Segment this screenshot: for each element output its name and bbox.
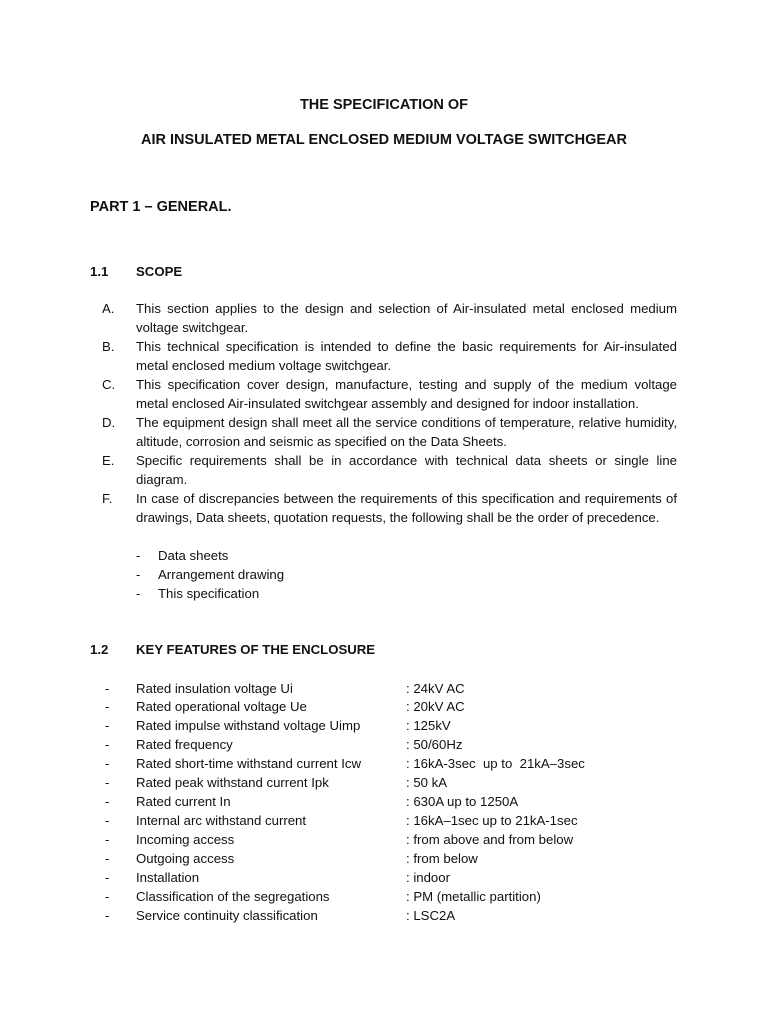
document-title-line2: AIR INSULATED METAL ENCLOSED MEDIUM VOLTAGE SWITCHGEAR: [140, 132, 627, 148]
feature-value: : 24kV AC: [406, 681, 465, 696]
feature-dash: -: [105, 851, 110, 866]
scope-item-e-letter: E.: [102, 453, 115, 468]
feature-label: Internal arc withstand current: [136, 813, 307, 828]
feature-dash: -: [105, 775, 110, 790]
feature-dash: -: [105, 813, 110, 828]
precedence-dash: -: [136, 567, 141, 582]
feature-value: : 16kA-3sec up to 21kA–3sec: [406, 756, 585, 771]
scope-item-f-text: In case of discrepancies between the requirements of this specification and requirements of drawings, Data sheets, quotation requests, the following shall be the order of precedence.: [136, 491, 677, 525]
feature-label: Service continuity classification: [136, 908, 318, 923]
section-1-1-heading: SCOPE: [136, 264, 183, 279]
feature-label: Rated frequency: [136, 737, 233, 752]
scope-item-c-letter: C.: [102, 377, 116, 392]
precedence-dash: -: [136, 548, 141, 563]
part1-heading: PART 1 – GENERAL.: [90, 199, 232, 215]
section-1-1-number: 1.1: [90, 264, 109, 279]
feature-value: : 20kV AC: [406, 699, 465, 714]
feature-dash: -: [105, 737, 110, 752]
scope-item-c-text: This specification cover design, manufacture, testing and supply of the medium voltage metal enclosed Air-insulated switchgear assembly and designed for indoor installation.: [136, 377, 677, 411]
feature-label: Rated operational voltage Ue: [136, 699, 307, 714]
feature-dash: -: [105, 699, 110, 714]
section-1-2-heading: KEY FEATURES OF THE ENCLOSURE: [136, 642, 376, 657]
feature-label: Rated impulse withstand voltage Uimp: [136, 718, 361, 733]
feature-label: Rated current In: [136, 794, 231, 809]
scope-item-a-letter: A.: [102, 301, 115, 316]
scope-item-b-text: This technical specification is intended to define the basic requirements for Air-insulated metal enclosed medium voltage switchgear.: [136, 339, 677, 373]
feature-dash: -: [105, 870, 110, 885]
feature-label: Outgoing access: [136, 851, 235, 866]
scope-item-b-letter: B.: [102, 339, 115, 354]
document-title-line1: THE SPECIFICATION OF: [299, 97, 469, 113]
scope-item-f-letter: F.: [102, 491, 113, 506]
feature-value: : indoor: [406, 870, 450, 885]
scope-item-e-text: Specific requirements shall be in accordance with technical data sheets or single line diagram.: [136, 453, 677, 487]
feature-dash: -: [105, 756, 110, 771]
feature-dash: -: [105, 889, 110, 904]
precedence-item: Arrangement drawing: [158, 567, 285, 582]
feature-label: Rated peak withstand current Ipk: [136, 775, 329, 790]
scope-item-d-letter: D.: [102, 415, 116, 430]
feature-value: : from below: [406, 851, 478, 866]
feature-value: : LSC2A: [406, 908, 456, 923]
feature-dash: -: [105, 832, 110, 847]
feature-value: : 50/60Hz: [406, 737, 463, 752]
scope-item-a-text: This section applies to the design and selection of Air-insulated metal enclosed medium voltage switchgear.: [136, 301, 677, 335]
feature-label: Installation: [136, 870, 200, 885]
section-1-2-number: 1.2: [90, 642, 109, 657]
feature-dash: -: [105, 794, 110, 809]
scope-item-d-text: The equipment design shall meet all the service conditions of temperature, relative humidity, altitude, corrosion and seismic as specified on the Data Sheets.: [136, 415, 677, 449]
feature-value: : 630A up to 1250A: [406, 794, 519, 809]
precedence-item: This specification: [158, 586, 260, 601]
feature-dash: -: [105, 681, 110, 696]
feature-value: : 125kV: [406, 718, 451, 733]
feature-value: : PM (metallic partition): [406, 889, 541, 904]
precedence-item: Data sheets: [158, 548, 229, 563]
feature-dash: -: [105, 908, 110, 923]
feature-label: Rated short-time withstand current Icw: [136, 756, 362, 771]
feature-dash: -: [105, 718, 110, 733]
feature-value: : from above and from below: [406, 832, 574, 847]
feature-value: : 16kA–1sec up to 21kA-1sec: [406, 813, 578, 828]
feature-value: : 50 kA: [406, 775, 448, 790]
feature-label: Classification of the segregations: [136, 889, 330, 904]
feature-label: Incoming access: [136, 832, 235, 847]
feature-label: Rated insulation voltage Ui: [136, 681, 293, 696]
precedence-dash: -: [136, 586, 141, 601]
